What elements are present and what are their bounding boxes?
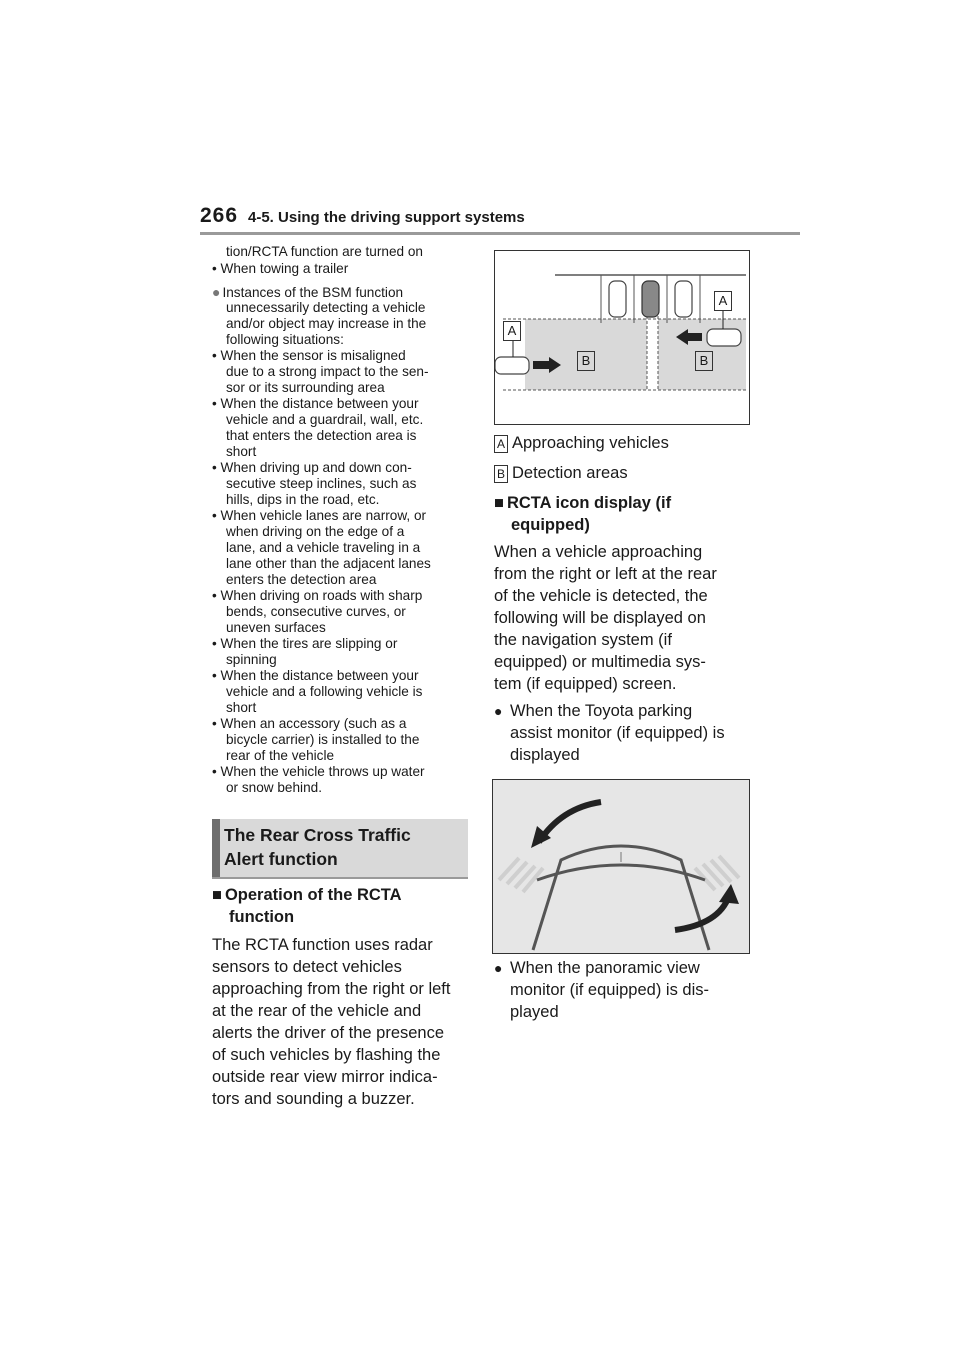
bullet-line: [494, 957, 754, 979]
left-text-line: following situations:: [226, 332, 344, 347]
left-text-line: enters the detection area: [226, 572, 377, 587]
text-line: sensors to detect vehicles: [212, 958, 402, 976]
monitor-diagram: [493, 780, 749, 953]
label-b-left: B: [577, 351, 595, 371]
legend-b-box: B: [494, 465, 508, 483]
bullet-line: [494, 744, 754, 766]
square-bullet-icon: ■: [212, 886, 222, 904]
left-text-line: • When driving up and down con-: [212, 460, 412, 475]
left-text-line: • When the tires are slipping or: [212, 636, 398, 651]
text-line: When a vehicle approaching: [494, 543, 703, 561]
text-line: the navigation system (if: [494, 631, 672, 649]
left-text-line: vehicle and a guardrail, wall, etc.: [226, 412, 424, 427]
heading-line-2: Alert function: [224, 849, 338, 869]
page-number: 266: [200, 204, 239, 227]
left-text-line: when driving on the edge of a: [226, 524, 405, 539]
left-text-line: • When the vehicle throws up water: [212, 764, 425, 779]
left-text-line: unnecessarily detecting a vehicle: [226, 300, 426, 315]
rcta-icon-heading-line-1: RCTA icon display (if: [506, 494, 672, 512]
left-text-line: secutive steep inclines, such as: [226, 476, 417, 491]
text-line: following will be displayed on: [494, 609, 706, 627]
bullet-circle-icon: ●: [212, 284, 221, 300]
left-text-line: bends, consecutive curves, or: [226, 604, 406, 619]
bullet-text: When the panoramic view: [510, 959, 700, 977]
legend-a-text: Approaching vehicles: [512, 434, 669, 452]
heading-line-1: The Rear Cross Traffic: [224, 825, 411, 845]
bullet-text: monitor (if equipped) is dis-: [510, 981, 709, 999]
bullet-line: [494, 1001, 754, 1023]
rcta-icon-heading-line-2: equipped): [511, 516, 590, 534]
text-line: The RCTA function uses radar: [212, 936, 433, 954]
left-text-line: short: [226, 700, 257, 715]
left-text-line: that enters the detection area is: [226, 428, 417, 443]
text-line: approaching from the right or left: [212, 980, 451, 998]
legend-a: [494, 432, 669, 454]
detection-area-figure: [494, 250, 750, 425]
text-line: tem (if equipped) screen.: [494, 675, 677, 693]
left-text-line: or snow behind.: [226, 780, 322, 795]
rcta-op-heading-line-1: Operation of the RCTA: [224, 886, 402, 904]
bullet-panoramic-view: [494, 957, 754, 1023]
bullet-text: played: [510, 1003, 559, 1021]
rcta-op-body: [212, 934, 482, 1110]
left-text-line: • When vehicle lanes are narrow, or: [212, 508, 427, 523]
text-line: of the vehicle is detected, the: [494, 587, 708, 605]
bullet-text: When the Toyota parking: [510, 702, 693, 720]
label-a-left: A: [503, 321, 521, 341]
left-text-line: • When the sensor is misaligned: [212, 348, 406, 363]
section-heading: [224, 823, 411, 871]
left-text-line: tion/RCTA function are turned on: [226, 244, 423, 259]
rcta-op-heading: [212, 884, 402, 928]
left-text-line: vehicle and a following vehicle is: [226, 684, 423, 699]
left-text-line: • When the distance between your: [212, 396, 419, 411]
left-text-line: sor or its surrounding area: [226, 380, 385, 395]
text-line: from the right or left at the rear: [494, 565, 717, 583]
label-a-right: A: [714, 291, 732, 311]
monitor-figure: [492, 779, 750, 954]
heading-bar: [212, 819, 220, 877]
section-heading-box: [212, 819, 468, 879]
text-line: alerts the driver of the presence: [212, 1024, 445, 1042]
left-text-line: rear of the vehicle: [226, 748, 335, 763]
left-text-line: • When driving on roads with sharp: [212, 588, 423, 603]
left-text-line: • When an accessory (such as a: [212, 716, 407, 731]
bullet-text: displayed: [510, 746, 580, 764]
detection-area-diagram: [495, 251, 749, 424]
bullet-dot-icon: ●: [494, 703, 503, 719]
text-line: tors and sounding a buzzer.: [212, 1090, 415, 1108]
bullet-line: [494, 979, 754, 1001]
left-text-line: lane other than the adjacent lanes: [226, 556, 431, 571]
text-line: at the rear of the vehicle and: [212, 1002, 422, 1020]
text-line: equipped) or multimedia sys-: [494, 653, 706, 671]
left-text-line: • When towing a trailer: [212, 261, 349, 276]
bullet-line: [494, 722, 754, 744]
bullet-text: assist monitor (if equipped) is: [510, 724, 725, 742]
bsm-bullet: [212, 284, 403, 301]
left-text-line: spinning: [226, 652, 277, 667]
bullet-line: [494, 700, 754, 722]
left-text-line: lane, and a vehicle traveling in a: [226, 540, 421, 555]
legend-b: [494, 462, 628, 484]
left-text-line: bicycle carrier) is installed to the: [226, 732, 420, 747]
rcta-icon-body: [494, 541, 754, 695]
legend-a-box: A: [494, 435, 508, 453]
left-text-line: and/or object may increase in the: [226, 316, 427, 331]
left-text-line: • When the distance between your: [212, 668, 419, 683]
rcta-op-heading-line-2: function: [229, 908, 295, 926]
left-text-line: hills, dips in the road, etc.: [226, 492, 380, 507]
bsm-bullet-text: Instances of the BSM function: [222, 285, 404, 300]
rcta-icon-heading: [494, 492, 671, 536]
header-rule: [200, 232, 800, 235]
text-line: of such vehicles by flashing the: [212, 1046, 441, 1064]
bullet-dot-icon: ●: [494, 960, 503, 976]
left-text-line: due to a strong impact to the sen-: [226, 364, 429, 379]
left-text-line: uneven surfaces: [226, 620, 326, 635]
section-title: 4-5. Using the driving support systems: [248, 209, 525, 226]
bullet-parking-assist: [494, 700, 754, 766]
left-text-line: short: [226, 444, 257, 459]
label-b-right: B: [695, 351, 713, 371]
legend-b-text: Detection areas: [512, 464, 628, 482]
square-bullet-icon: ■: [494, 494, 504, 512]
text-line: outside rear view mirror indica-: [212, 1068, 438, 1086]
